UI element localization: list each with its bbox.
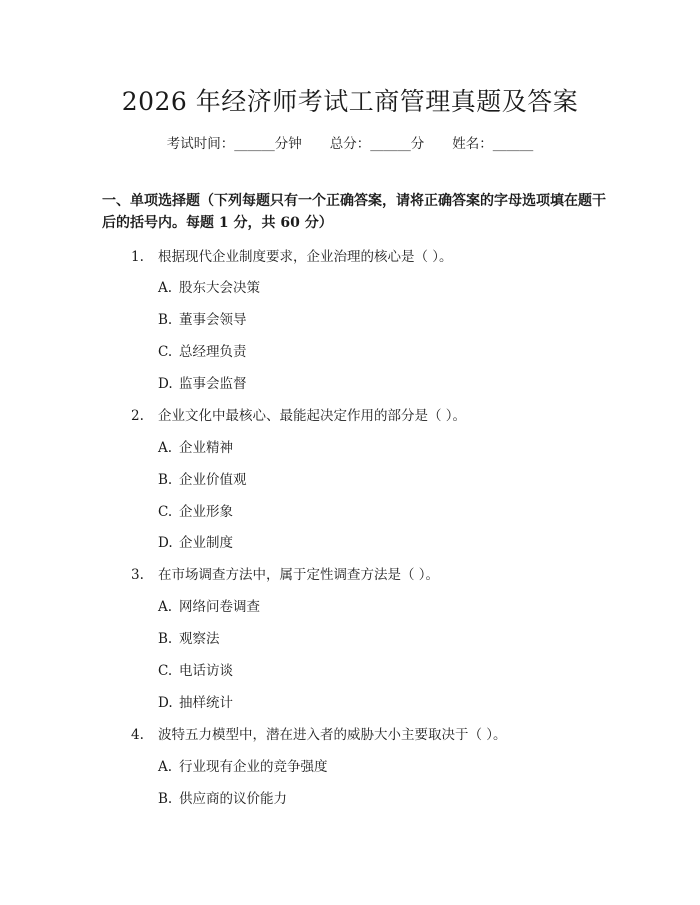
question-number: 3. xyxy=(131,567,144,583)
option-text: 行业现有企业的竞争强度 xyxy=(179,759,328,775)
option-3a xyxy=(158,595,260,615)
option-1a xyxy=(158,276,260,296)
time-blank: ______ xyxy=(234,136,275,152)
score-label: 总分： xyxy=(329,136,371,152)
option-letter: C. xyxy=(158,504,173,520)
option-letter: B. xyxy=(158,791,173,807)
option-text: 抽样统计 xyxy=(179,695,233,711)
option-letter: D. xyxy=(158,535,173,551)
question-number: 1. xyxy=(131,249,144,265)
name-blank: ______ xyxy=(492,136,534,152)
option-text: 网络问卷调查 xyxy=(179,599,260,615)
option-text: 董事会领导 xyxy=(179,312,247,328)
option-4b xyxy=(158,787,287,807)
option-text: 企业价值观 xyxy=(179,472,247,488)
option-letter: B. xyxy=(158,312,173,328)
question-text: 在市场调查方法中，属于定性调查方法是（ ）。 xyxy=(158,567,440,583)
option-text: 供应商的议价能力 xyxy=(179,791,287,807)
option-letter: B. xyxy=(158,472,173,488)
question-number: 4. xyxy=(131,727,144,743)
option-letter: D. xyxy=(158,376,173,392)
option-1c xyxy=(158,340,247,360)
option-text: 电话访谈 xyxy=(179,663,233,679)
option-text: 监事会监督 xyxy=(179,376,247,392)
question-3 xyxy=(131,563,439,583)
option-letter: A. xyxy=(158,759,173,775)
option-letter: A. xyxy=(158,599,173,615)
option-2b xyxy=(158,468,247,488)
question-1 xyxy=(131,245,453,265)
option-letter: A. xyxy=(158,280,173,296)
question-2 xyxy=(131,404,466,424)
option-letter: D. xyxy=(158,695,173,711)
question-text: 企业文化中最核心、最能起决定作用的部分是（ ）。 xyxy=(158,408,467,424)
section-heading: 一、单项选择题（下列每题只有一个正确答案，请将正确答案的字母选项填在题干后的括号内。每题 1 分，共 60 分） xyxy=(102,193,606,231)
score-unit: 分 xyxy=(410,136,425,152)
option-text: 企业制度 xyxy=(179,535,233,551)
score-blank: ______ xyxy=(370,136,411,152)
exam-info xyxy=(0,132,700,152)
option-text: 总经理负责 xyxy=(179,344,247,360)
option-4a xyxy=(158,755,328,775)
time-unit: 分钟 xyxy=(274,136,302,152)
option-3d xyxy=(158,691,233,711)
option-2c xyxy=(158,500,233,520)
option-letter: A. xyxy=(158,440,173,456)
option-text: 观察法 xyxy=(179,631,220,647)
name-label: 姓名： xyxy=(452,136,493,152)
question-4 xyxy=(131,723,507,743)
option-letter: C. xyxy=(158,663,173,679)
option-text: 股东大会决策 xyxy=(179,280,260,296)
option-letter: C. xyxy=(158,344,173,360)
option-2d xyxy=(158,531,233,551)
question-number: 2. xyxy=(131,408,144,424)
option-1d xyxy=(158,372,247,392)
time-label: 考试时间： xyxy=(166,136,235,152)
option-2a xyxy=(158,436,233,456)
option-text: 企业形象 xyxy=(179,504,233,520)
option-letter: B. xyxy=(158,631,173,647)
question-text: 波特五力模型中，潜在进入者的威胁大小主要取决于（ ）。 xyxy=(158,727,507,743)
option-3c xyxy=(158,659,233,679)
option-1b xyxy=(158,308,247,328)
question-text: 根据现代企业制度要求，企业治理的核心是（ ）。 xyxy=(158,249,453,265)
page-title: 2026 年经济师考试工商管理真题及答案 xyxy=(121,87,579,116)
option-text: 企业精神 xyxy=(179,440,233,456)
option-3b xyxy=(158,627,220,647)
